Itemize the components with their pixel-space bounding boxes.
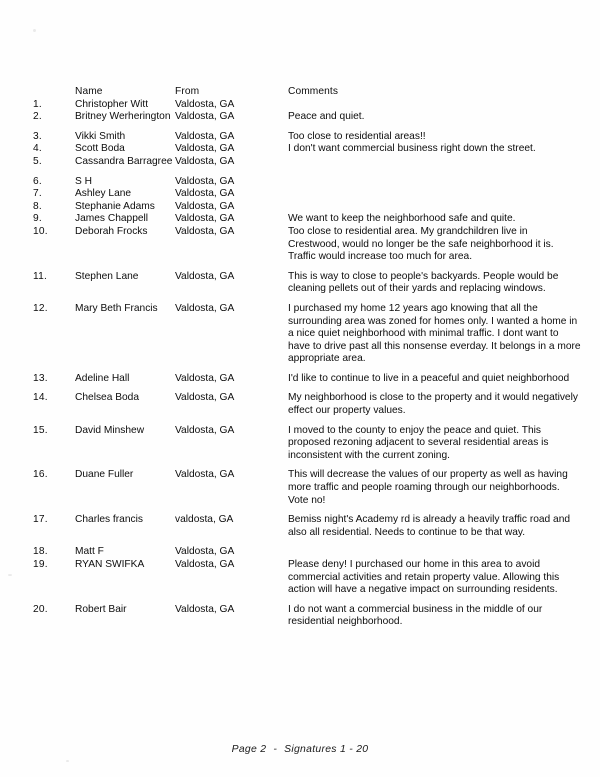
table-row <box>33 111 581 131</box>
row-name: Britney Werherington <box>75 111 171 123</box>
row-number: 20. <box>33 603 48 615</box>
row-number: 4. <box>33 143 42 155</box>
row-comment: I purchased my home 12 years ago knowing that all the surrounding area was zoned for homes only. I wanted a home in a nice quiet neighborhood with minimal traffic. I dont want to have to drive past all this nonsense everday. It belongs in a more appropriate area. <box>288 302 581 365</box>
row-number: 12. <box>33 302 48 314</box>
column-header-number <box>33 86 75 99</box>
signatures-table <box>33 86 581 636</box>
row-name: Charles francis <box>75 514 143 526</box>
row-comment: Please deny! I purchased our home in this area to avoid commercial activities and retain property value. Allowing this action will have a negative impact on surrounding residents. <box>288 559 560 596</box>
row-from: Valdosta, GA <box>175 603 235 615</box>
table-row <box>33 213 581 226</box>
table-row <box>33 176 581 189</box>
row-name: Christopher Witt <box>75 98 149 110</box>
row-from: Valdosta, GA <box>175 111 235 123</box>
row-name: David Minshew <box>75 424 145 436</box>
row-from: Valdosta, GA <box>175 225 235 237</box>
row-comment: Peace and quiet. <box>288 111 365 123</box>
table-row <box>33 188 581 201</box>
row-comment <box>288 201 581 214</box>
row-name: Mary Beth Francis <box>75 302 158 314</box>
row-comment: I moved to the county to enjoy the peace and quiet. This proposed rezoning adjacent to several residential areas is inconsistent with the current zoning. <box>288 424 549 461</box>
row-number: 10. <box>33 225 48 237</box>
row-from: Valdosta, GA <box>175 392 235 404</box>
table-header <box>33 86 581 99</box>
row-from: Valdosta, GA <box>175 559 235 570</box>
table-row <box>33 425 581 470</box>
page-footer <box>0 744 600 755</box>
row-from: Valdosta, GA <box>175 372 235 384</box>
row-comment: I don't want commercial business right down the street. <box>288 143 536 155</box>
table-row <box>33 559 581 604</box>
column-header-comments: Comments <box>288 86 339 97</box>
row-from: Valdosta, GA <box>175 270 235 282</box>
row-comment <box>288 99 581 112</box>
row-name: Stephen Lane <box>75 270 139 282</box>
table-header-row <box>33 86 581 99</box>
row-name: Adeline Hall <box>75 372 130 384</box>
row-comment <box>288 176 581 189</box>
row-number: 2. <box>33 111 42 123</box>
row-comment: I do not want a commercial business in the middle of our residential neighborhood. <box>288 603 543 628</box>
row-from: Valdosta, GA <box>175 213 235 225</box>
row-name: Robert Bair <box>75 603 127 615</box>
table-row <box>33 156 581 176</box>
footer-page-label: Page 2 <box>231 744 267 755</box>
row-from: Valdosta, GA <box>175 424 235 436</box>
row-comment: My neighborhood is close to the property and it would negatively effect our property values. <box>288 392 578 417</box>
row-from: Valdosta, GA <box>175 143 235 155</box>
row-number: 6. <box>33 175 42 187</box>
footer-separator: - <box>273 744 278 755</box>
row-from: Valdosta, GA <box>175 98 235 110</box>
row-from: Valdosta, GA <box>175 469 235 481</box>
row-number: 5. <box>33 155 42 167</box>
row-name: Deborah Frocks <box>75 225 148 237</box>
row-from: Valdosta, GA <box>175 188 235 200</box>
table-row <box>33 226 581 271</box>
row-from: Valdosta, GA <box>175 302 235 314</box>
table-row <box>33 514 581 546</box>
row-comment: Too close to residential areas!! <box>288 130 426 142</box>
row-comment <box>288 188 581 201</box>
row-comment: I'd like to continue to live in a peaceful and quiet neighborhood <box>288 372 570 384</box>
table-row <box>33 303 581 373</box>
row-comment <box>288 156 581 176</box>
row-from: Valdosta, GA <box>175 155 235 167</box>
column-header-from: From <box>175 86 200 97</box>
row-number: 17. <box>33 514 48 526</box>
table-row <box>33 469 581 514</box>
row-number: 18. <box>33 546 48 558</box>
table-row <box>33 131 581 144</box>
row-name: S H <box>75 175 92 187</box>
table-row <box>33 271 581 303</box>
row-name: Scott Boda <box>75 143 125 155</box>
scan-artifact <box>66 760 69 762</box>
table-row <box>33 201 581 214</box>
row-name: Ashley Lane <box>75 188 132 200</box>
row-from: Valdosta, GA <box>175 200 235 212</box>
row-comment: Bemiss night's Academy rd is already a heavily traffic road and also all residential. Needs to continue to be that way. <box>288 514 571 538</box>
row-comment: We want to keep the neighborhood safe and quite. <box>288 213 516 225</box>
scan-artifact <box>8 574 12 576</box>
row-number: 15. <box>33 424 48 436</box>
row-comment: This is way to close to people's backyards. People would be cleaning pellets out of their yards and replacing windows. <box>288 270 559 295</box>
table-row <box>33 604 581 636</box>
row-number: 3. <box>33 130 42 142</box>
row-name: Chelsea Boda <box>75 392 140 404</box>
row-comment <box>288 546 581 559</box>
row-from: valdosta, GA <box>175 514 234 526</box>
row-number: 13. <box>33 372 48 384</box>
row-name: Cassandra Barragree <box>75 155 173 167</box>
row-number: 11. <box>33 270 48 282</box>
row-from: Valdosta, GA <box>175 546 235 558</box>
row-from: Valdosta, GA <box>175 175 235 187</box>
row-comment: Too close to residential area. My grandchildren live in Crestwood, would no longer be the safe neighborhood it is. Traffic would increase too much for area. <box>288 225 554 263</box>
table-row <box>33 373 581 393</box>
table-body <box>33 99 581 636</box>
row-name: Vikki Smith <box>75 130 126 142</box>
row-number: 14. <box>33 392 48 404</box>
scan-artifact <box>33 29 36 32</box>
row-number: 19. <box>33 559 48 570</box>
row-name: Duane Fuller <box>75 469 134 481</box>
row-name: Stephanie Adams <box>75 200 155 212</box>
table-row <box>33 392 581 424</box>
table-row <box>33 143 581 156</box>
row-number: 9. <box>33 213 42 225</box>
column-header-name: Name <box>75 86 103 97</box>
row-from: Valdosta, GA <box>175 130 235 142</box>
row-comment: This will decrease the values of our property as well as having more traffic and people roaming through our neighborhoods. Vote no! <box>288 469 568 506</box>
row-number: 7. <box>33 188 42 200</box>
row-name: James Chappell <box>75 213 149 225</box>
table-row <box>33 99 581 112</box>
row-number: 1. <box>33 98 42 110</box>
table-row <box>33 546 581 559</box>
row-number: 16. <box>33 469 48 481</box>
row-number: 8. <box>33 200 42 212</box>
footer-range-label: Signatures 1 - 20 <box>284 744 369 755</box>
row-name: RYAN SWIFKA <box>75 559 145 570</box>
row-name: Matt F <box>75 546 104 558</box>
